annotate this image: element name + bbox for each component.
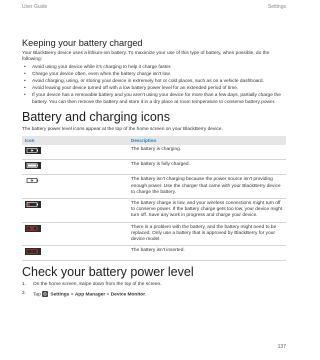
step-item bbox=[22, 282, 286, 288]
list-item: • Avoid using your device while it's charging to help it charge faster. bbox=[29, 65, 286, 71]
section-title-icons: Battery and charging icons bbox=[22, 109, 171, 124]
separator: > bbox=[105, 292, 111, 298]
settings-label: Settings bbox=[50, 292, 70, 298]
table-cell-description: The battery is fully charged. bbox=[128, 160, 286, 175]
device-monitor-label: Device Monitor bbox=[110, 292, 146, 298]
step-item bbox=[22, 291, 286, 299]
table-cell-description: The battery isn't inserted. bbox=[128, 246, 286, 261]
table-row bbox=[22, 175, 286, 199]
page-number: 137 bbox=[277, 344, 286, 350]
table-cell-description: The battery is charging. bbox=[128, 145, 286, 160]
section-intro: The battery power level icons appear at the top of the home screen on your BlackBerry device. bbox=[22, 126, 223, 132]
step-text: On the home screen, swipe down from the top of the screen. bbox=[33, 282, 162, 288]
separator: > bbox=[69, 292, 75, 298]
table-cell-description: The battery charge is low, and your wireless connections might turn off to conserve power. If the battery charge gets too low, your device might turn off. Save any work in progress and charge your device. bbox=[128, 199, 286, 223]
table-row bbox=[22, 145, 286, 160]
step-suffix: . bbox=[145, 292, 147, 298]
battery-icons-table bbox=[22, 136, 286, 261]
section-intro: Your BlackBerry device uses a lithium-ion battery. To maximize your use of this type of battery, when possible, do the following: bbox=[22, 51, 270, 63]
table-row bbox=[22, 246, 286, 261]
battery-low-icon bbox=[25, 201, 41, 208]
battery-not-charging-icon bbox=[25, 177, 41, 184]
table-row bbox=[22, 222, 286, 246]
table-header-row bbox=[22, 136, 286, 145]
tips-list bbox=[22, 65, 286, 105]
column-header-icon: Icon bbox=[25, 138, 35, 144]
column-header-description: Description bbox=[131, 138, 157, 144]
app-manager-label: App Manager bbox=[74, 292, 106, 298]
battery-not-inserted-icon bbox=[25, 248, 41, 255]
step-number: 1. bbox=[22, 282, 27, 288]
steps-list bbox=[22, 282, 286, 298]
svg-text:?: ? bbox=[31, 250, 33, 255]
table-cell-description: The battery isn't charging because the power source isn't providing enough power. Use the charger that came with your BlackBerry device to charge the battery. bbox=[128, 175, 286, 199]
step-number: 2. bbox=[22, 291, 27, 297]
list-item: • Avoid leaving your device turned off with a low battery power level for an extended period of time. bbox=[29, 86, 286, 92]
section-title-check-battery: Check your battery power level bbox=[22, 265, 194, 280]
battery-full-icon bbox=[25, 162, 41, 169]
page-content bbox=[22, 38, 286, 301]
page-header bbox=[22, 4, 286, 14]
list-item: • Charge your device often, even when the battery charge isn't low. bbox=[29, 72, 286, 78]
table-cell-description: There is a problem with the battery, and the battery might need to be replaced. Only use a battery that is approved by BlackBerry for your device model. bbox=[128, 222, 286, 246]
gear-icon bbox=[42, 291, 48, 297]
list-item: • If your device has a removable battery and you aren't using your device for more than a few days, partially charge the battery. You can then remove the battery and store it in a dry place at room temperature to conserve battery power. bbox=[29, 93, 286, 105]
header-left: User Guide bbox=[22, 4, 48, 10]
section-title-keeping-battery: Keeping your battery charged bbox=[22, 38, 143, 48]
table-row bbox=[22, 199, 286, 223]
step-prefix: Tap bbox=[33, 292, 41, 298]
table-row bbox=[22, 160, 286, 175]
battery-charging-icon bbox=[25, 147, 41, 154]
header-right: Settings bbox=[267, 4, 286, 10]
list-item: • Avoid charging, using, or storing your device in extremely hot or cold places, such as on a vehicle dashboard. bbox=[29, 79, 286, 85]
battery-problem-icon bbox=[25, 225, 41, 232]
